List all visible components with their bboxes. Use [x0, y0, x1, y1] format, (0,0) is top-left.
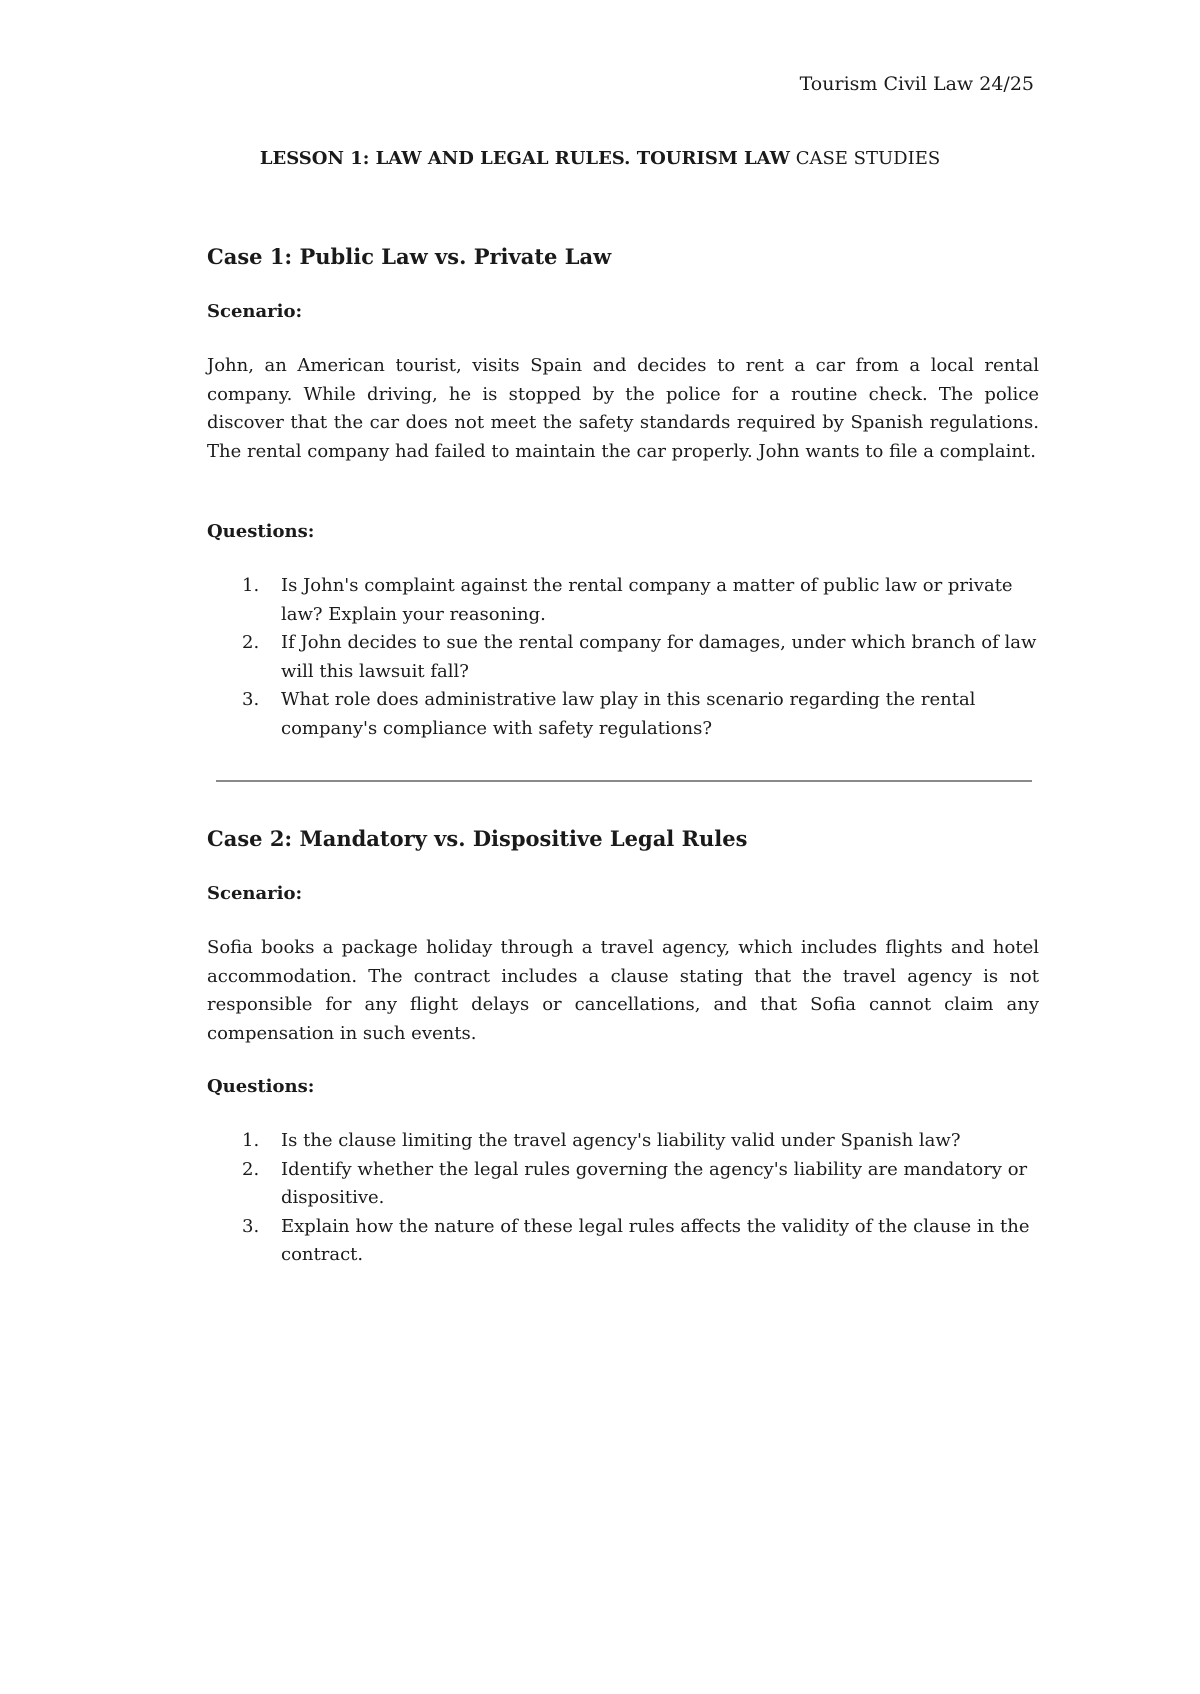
case2-scenario-block: [207, 882, 1039, 906]
question-number: 1.: [242, 575, 260, 596]
question-text: Identify whether the legal rules governing the agency's liability are mandatory or dispositive.: [281, 1158, 1028, 1208]
case1-question-item: [207, 629, 1039, 686]
question-number: 2.: [242, 632, 260, 653]
case2-questions-label: Questions:: [207, 1076, 315, 1097]
case2-question-item: [207, 1127, 1039, 1156]
section-divider: [216, 780, 1032, 782]
question-number: 2.: [242, 1158, 260, 1180]
case2-question-list: [207, 1127, 1039, 1270]
case1-question-list: [207, 572, 1039, 743]
case1-questions-block: [207, 572, 1039, 743]
case2-question-item: [207, 1156, 1039, 1213]
question-number: 1.: [242, 1130, 260, 1151]
case1-scenario-label: Scenario:: [207, 301, 303, 322]
case2-scenario-label: Scenario:: [207, 883, 303, 904]
question-text: Is the clause limiting the travel agency's liability valid under Spanish law?: [281, 1130, 961, 1151]
case1-heading: Case 1: Public Law vs. Private Law: [207, 244, 612, 269]
title-bold-part: LESSON 1: LAW AND LEGAL RULES. TOURISM LAW: [259, 148, 790, 169]
case2-scenario-text-block: [207, 934, 1039, 1048]
case1-scenario-text: John, an American tourist, visits Spain and decides to rent a car from a local rental company. While driving, he is stopped by the police for a routine check. The police discover that the car does not meet the safety standards required by Spanish regulations. The rental company had failed to maintain the car properly. John wants to file a complaint.: [207, 355, 1039, 462]
case1-question-item: [207, 572, 1039, 629]
document-title: [0, 147, 1200, 171]
question-text: Explain how the nature of these legal rules affects the validity of the clause in the contract.: [281, 1215, 1030, 1265]
question-number: 3.: [242, 1215, 260, 1237]
case2-section: [207, 825, 1039, 853]
question-number: 3.: [242, 689, 260, 710]
case2-question-item: [207, 1213, 1039, 1270]
case1-question-item: [207, 686, 1039, 743]
question-text: If John decides to sue the rental company for damages, under which branch of law will this lawsuit fall?: [281, 632, 1037, 682]
case1-scenario-text-block: [207, 352, 1039, 466]
case1-questions-label: Questions:: [207, 521, 315, 542]
case2-heading: Case 2: Mandatory vs. Dispositive Legal Rules: [207, 826, 748, 851]
running-header: Tourism Civil Law 24/25: [799, 73, 1034, 95]
question-text: Is John's complaint against the rental company a matter of public law or private law? Explain your reasoning.: [281, 575, 1013, 625]
case2-scenario-text: Sofia books a package holiday through a travel agency, which includes flights and hotel accommodation. The contract includes a clause stating that the travel agency is not responsible for any flight delays or cancellations, and that Sofia cannot claim any compensation in such events.: [207, 937, 1039, 1044]
title-normal-part: CASE STUDIES: [795, 148, 941, 169]
case1-section: [207, 243, 1039, 271]
question-text: What role does administrative law play in this scenario regarding the rental company's compliance with safety regulations?: [281, 689, 976, 739]
case2-questions-label-block: [207, 1075, 1039, 1099]
case1-questions-label-block: [207, 520, 1039, 544]
case2-questions-block: [207, 1127, 1039, 1270]
case1-scenario-block: [207, 300, 1039, 324]
